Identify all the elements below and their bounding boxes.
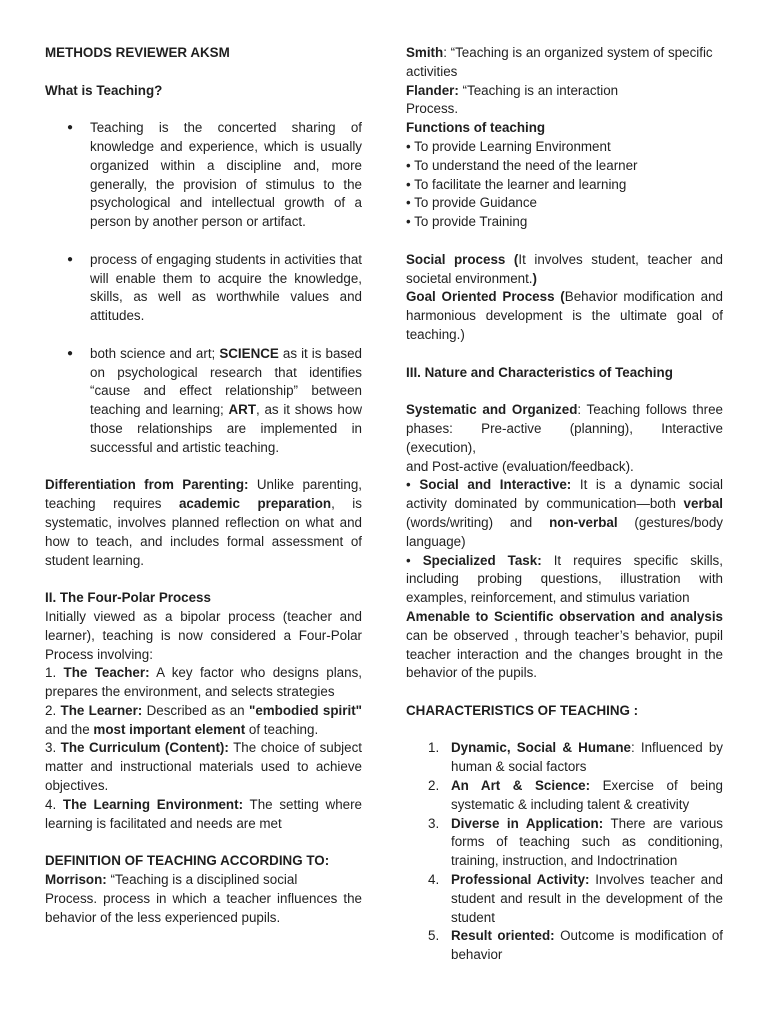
goal-oriented-label: Goal Oriented Process ( [406, 289, 565, 305]
goal-oriented-paragraph [406, 288, 723, 344]
characteristic-item [406, 871, 723, 927]
item-label: Professional Activity: [451, 872, 590, 888]
four-polar-item-learner [45, 702, 362, 740]
non-verbal-keyword: non-verbal [549, 514, 618, 530]
paragraph-text: (gestures/body language) [406, 514, 723, 549]
function-item: • To understand the need of the learner [406, 157, 638, 173]
academic-preparation-keyword: academic preparation [178, 496, 332, 512]
item-number: 1. [428, 740, 440, 756]
left-column [45, 44, 362, 927]
definition-text: “Teaching is a disciplined social [106, 872, 298, 888]
right-column [406, 44, 723, 965]
characteristics-heading: CHARACTERISTICS OF TEACHING : [406, 702, 639, 718]
science-keyword: SCIENCE [219, 345, 279, 361]
smith-definition [406, 44, 723, 82]
bullet-glyph: • [406, 552, 423, 568]
bullet-glyph: • [406, 477, 420, 493]
item-text: There are various forms of teaching such as conditioning, training, instruction, and Indoctrination [451, 815, 723, 869]
item-number: 3. [45, 740, 61, 756]
bullet-text: as it is based on psychological research that identifies “cause and effect relationship” between teaching and learning; [90, 345, 362, 418]
item-number: 4. [428, 872, 440, 888]
item-label: The Teacher: [63, 665, 150, 681]
amenable-label: Amenable to Scientific observation and analysis [406, 608, 723, 624]
four-polar-item-teacher [45, 664, 362, 702]
item-label: Result oriented: [451, 928, 555, 944]
bullet-text: both science and art; [90, 345, 220, 361]
social-process-paragraph [406, 251, 723, 289]
systematic-paragraph [406, 401, 723, 457]
item-number: 3. [428, 815, 440, 831]
morrison-definition-line [45, 871, 362, 890]
flander-definition-continued: Process. [406, 101, 459, 117]
item-text: Described as an [142, 702, 249, 718]
item-text: Exercise of being systematic & including talent & creativity [451, 778, 723, 812]
bullet-item: ● Teaching is the concerted sharing of knowledge and experience, which is usually organized within a discipline and, more generally, the provision of stimulus to the psychological and intellectual growth of a person by another person or artifact. [45, 119, 362, 232]
item-text: Outcome is modification of behavior [451, 928, 723, 963]
function-item: • To provide Learning Environment [406, 138, 611, 154]
characteristics-list [406, 739, 723, 965]
bullet-item: ● process of engaging students in activities that will enable them to acquire the knowledge, skills, as well as worthwhile values and attitudes. [45, 251, 362, 326]
item-text: The setting where learning is facilitated and needs are met [45, 796, 362, 831]
social-process-label: Social process ( [406, 251, 519, 267]
definition-text: : “Teaching is an organized system of specific activities [406, 45, 713, 79]
verbal-keyword: verbal [683, 496, 723, 512]
specialized-task-label: Specialized Task: [422, 552, 542, 568]
item-label: Dynamic, Social & Humane [451, 740, 631, 756]
closing-paren: ) [532, 270, 537, 286]
definition-text: “Teaching is an interaction [458, 82, 619, 98]
paragraph-text: It requires specific skills, including probing questions, illustration with examples, reinforcement, and stimulus variation [406, 552, 723, 606]
four-polar-item-curriculum [45, 739, 362, 795]
item-number: 5. [428, 928, 440, 944]
item-text: of teaching. [245, 721, 319, 737]
characteristic-item [406, 777, 723, 815]
smith-label: Smith [406, 45, 444, 60]
paragraph-text: Behavior modification and harmonious development is the ultimate goal of teaching.) [406, 289, 723, 342]
systematic-continued: and Post-active (evaluation/feedback). [406, 458, 634, 474]
item-number: 2. [45, 702, 61, 718]
embodied-spirit-keyword: "embodied spirit" [248, 702, 363, 718]
social-interactive-label: Social and Interactive: [419, 477, 572, 493]
systematic-label: Systematic and Organized [406, 402, 578, 418]
characteristic-item [406, 927, 723, 965]
item-text: The choice of subject matter and instructional materials used to achieve objectives. [45, 740, 362, 794]
item-label: The Learner: [60, 702, 143, 718]
nature-heading: III. Nature and Characteristics of Teaching [406, 364, 673, 380]
four-polar-heading: II. The Four-Polar Process [45, 590, 211, 606]
art-keyword: ART [228, 402, 257, 418]
item-number: 4. [45, 796, 63, 812]
item-text: Involves teacher and student and result in the development of the student [451, 872, 723, 925]
characteristic-item [406, 815, 723, 871]
paragraph-text: It involves student, teacher and societal environment. [406, 251, 723, 286]
paragraph-text: can be observed , through teacher’s behavior, pupil teacher interaction and the changes brought in the behavior of the pupils. [406, 627, 723, 681]
morrison-definition-continued: Process. process in which a teacher influences the behavior of the less experienced pupils. [45, 890, 362, 925]
item-label: The Curriculum (Content): [60, 740, 229, 756]
characteristic-item [406, 739, 723, 777]
paragraph-text: It is a dynamic social activity dominated by communication—both [406, 477, 723, 512]
function-item: • To provide Guidance [406, 195, 537, 211]
paragraph-text: Unlike parenting, teaching requires [45, 477, 362, 512]
item-label: The Learning Environment: [62, 796, 244, 812]
function-item: • To facilitate the learner and learning [406, 176, 627, 192]
paragraph-text: , is systematic, involves planned reflection on what and how to teach, and includes formal assessment of student learning. [45, 496, 362, 568]
flander-label: Flander: [406, 82, 459, 98]
specialized-task-paragraph [406, 552, 723, 608]
amenable-paragraph [406, 608, 723, 683]
differentiation-label: Differentiation from Parenting: [45, 477, 249, 493]
paragraph-text: (words/writing) and [406, 514, 550, 530]
what-is-teaching-heading: What is Teaching? [45, 82, 163, 98]
item-number: 2. [428, 778, 440, 794]
most-important-element-keyword: most important element [93, 721, 246, 737]
item-text: A key factor who designs plans, prepares the environment, and selects strategies [45, 665, 362, 700]
flander-definition [406, 82, 723, 101]
paragraph-text: : Teaching follows three phases: Pre-active (planning), Interactive (execution), [406, 402, 723, 455]
four-polar-item-environment [45, 796, 362, 834]
teaching-bullet-list [45, 119, 362, 457]
document-title: METHODS REVIEWER AKSM [45, 45, 230, 60]
bullet-item [45, 345, 362, 458]
function-item: • To provide Training [406, 214, 528, 230]
functions-heading: Functions of teaching [406, 120, 546, 136]
social-interactive-paragraph [406, 476, 723, 551]
morrison-label: Morrison: [45, 872, 107, 888]
differentiation-paragraph [45, 476, 362, 570]
four-polar-intro: Initially viewed as a bipolar process (teacher and learner), teaching is now considered a Four-Polar Process involving: [45, 608, 362, 662]
item-text: and the [45, 721, 94, 737]
item-label: An Art & Science: [451, 778, 591, 794]
bullet-text: , as it shows how those relationships are implemented in successful and artistic teaching. [90, 402, 362, 455]
item-label: Diverse in Application: [451, 815, 604, 831]
definition-heading: DEFINITION OF TEACHING ACCORDING TO: [45, 853, 330, 869]
item-number: 1. [45, 665, 64, 681]
item-text: : Influenced by human & social factors [451, 740, 723, 775]
